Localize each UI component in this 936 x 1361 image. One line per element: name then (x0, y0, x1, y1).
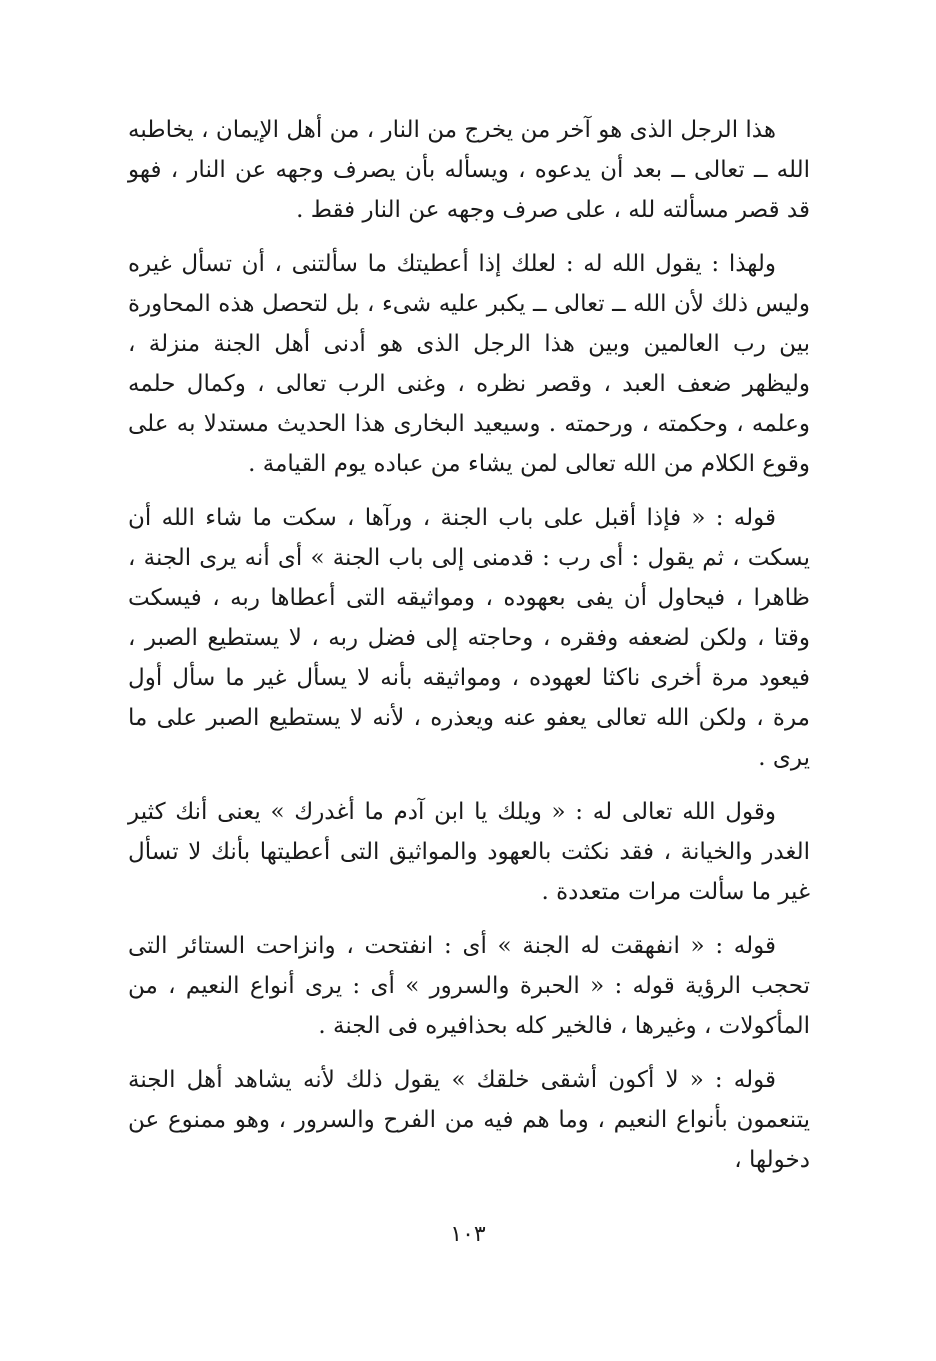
paragraph-1: هذا الرجل الذى هو آخر من يخرج من النار ، من أهل الإيمان ، يخاطبه الله ــ تعالى ــ بعد أن يدعوه ، ويسأله بأن يصرف وجهه عن النار ، فهو قد قصر مسألته لله ، على صرف وجهه عن النار فقط . (128, 117, 810, 223)
paragraph-6: قوله : « لا أكون أشقى خلقك » يقول ذلك لأنه يشاهد أهل الجنة يتنعمون بأنواع النعيم ، وما هم فيه من الفرح والسرور ، وهو ممنوع عن دخولها ، (128, 1067, 810, 1173)
page-number: ١٠٣ (450, 1222, 486, 1247)
body-text (128, 110, 810, 1194)
paragraph-2: ولهذا : يقول الله له : لعلك إذا أعطيتك ما سألتنى ، أن تسأل غيره وليس ذلك لأن الله ــ تعالى ــ يكبر عليه شىء ، بل لتحصل هذه المحاورة بين رب العالمين وبين هذا الرجل الذى هو أدنى أهل الجنة منزلة ، وليظهر ضعف العبد ، وقصر نظره ، وغنى الرب تعالى ، وكمال حلمه وعلمه ، وحكمته ، ورحمته . وسيعيد البخارى هذا الحديث مستدلا به على وقوع الكلام من الله تعالى لمن يشاء من عباده يوم القيامة . (128, 251, 810, 477)
paragraph-4: وقول الله تعالى له : « ويلك يا ابن آدم ما أغدرك » يعنى أنك كثير الغدر والخيانة ، فقد نكثت بالعهود والمواثيق التى أعطيتها بأنك لا تسأل غير ما سألت مرات متعددة . (128, 799, 810, 905)
paragraph-3: قوله : « فإذا أقبل على باب الجنة ، ورآها ، سكت ما شاء الله أن يسكت ، ثم يقول : أى رب : قدمنى إلى باب الجنة » أى أنه يرى الجنة ، ظاهرا ، فيحاول أن يفى بعهوده ، ومواثيقه التى أعطاها ربه ، فيسكت وقتا ، ولكن لضعفه وفقره ، وحاجته إلى فضل ربه ، لا يستطيع الصبر ، فيعود مرة أخرى ناكثا لعهوده ، ومواثيقه بأنه لا يسأل غير ما سأل أول مرة ، ولكن الله تعالى يعفو عنه ويعذره ، لأنه لا يستطيع الصبر على ما يرى . (128, 505, 810, 771)
paragraph-5: قوله : « انفهقت له الجنة » أى : انفتحت ، وانزاحت الستائر التى تحجب الرؤية قوله : « الحبرة والسرور » أى : يرى أنواع النعيم ، من المأكولات ، وغيرها ، فالخير كله بحذافيره فى الجنة . (128, 933, 810, 1039)
